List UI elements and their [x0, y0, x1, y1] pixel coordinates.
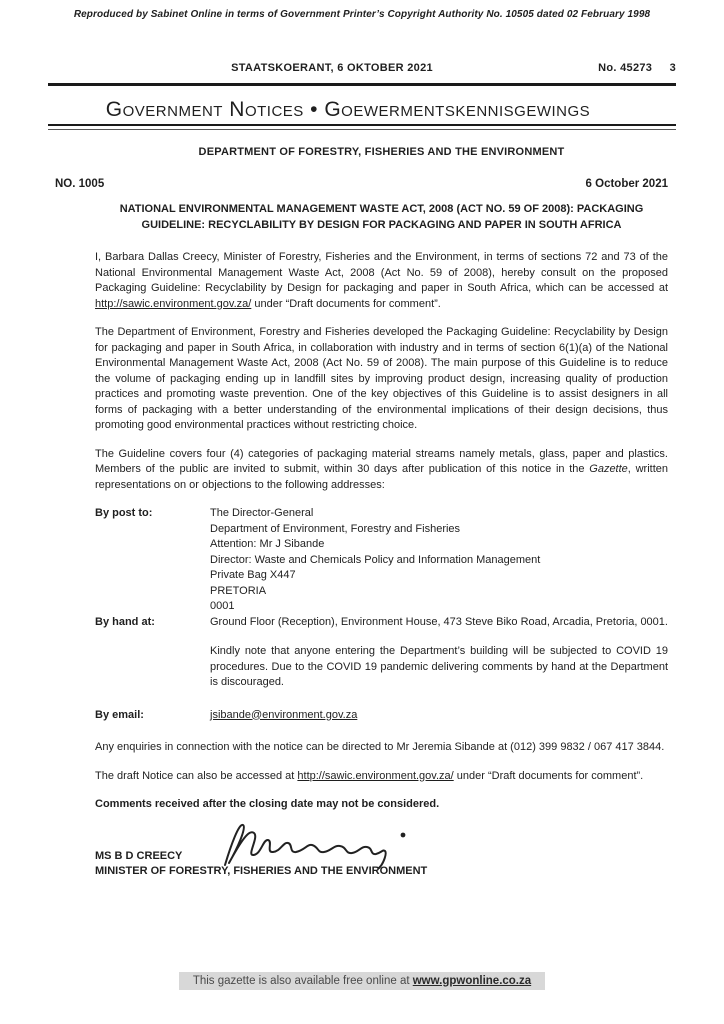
email-row — [95, 708, 668, 724]
copyright-notice: Reproduced by Sabinet Online in terms of Government Printer’s Copyright Authority No. 10505 dated 02 February 1998 — [73, 9, 651, 20]
post-address-line: Attention: Mr J Sibande — [210, 538, 325, 550]
draft-access-text: The draft Notice can also be accessed at — [95, 769, 298, 782]
comments-warning: Comments received after the closing date may not be considered. — [95, 798, 440, 810]
gazette-italic: Gazette — [589, 463, 628, 475]
journal-title: STAATSKOERANT, 6 OKTOBER 2021 — [231, 62, 433, 74]
notice-date: 6 October 2021 — [585, 178, 668, 190]
footer-gpwonline-link[interactable]: www.gpwonline.co.za — [412, 975, 532, 987]
categories-text-tail: , written representations on or objections to the following addresses: — [95, 463, 668, 491]
signatory-title: MINISTER OF FORESTRY, FISHERIES AND THE ENVIRONMENT — [95, 864, 428, 877]
post-address-line: 0001 — [210, 600, 235, 612]
paragraph-guideline-purpose: The Department of Environment, Forestry and Fisheries developed the Packaging Guideline: Recyclability by Design for packaging and paper in South Africa, in collaboration with industry and in terms of section 6(1)(a) of the National Environmental Management Waste Act, 2008 (Act No. 59 of 2008). The main purpose of this Guideline is to reduce the volume of packaging ending up in landfill sites by improving product design, increasing quality of production practices and promoting waste prevention. One of the key objectives of this Guideline is to assist designers in all forms of packaging with a better understanding of the environmental implications of their design decisions, thus promoting good environmental practices without restricting choice. — [95, 326, 668, 431]
signature-scribble — [213, 815, 423, 871]
page-footer — [0, 971, 724, 990]
paragraph-categories — [95, 447, 668, 494]
signatory-name: MS B D CREECY — [95, 849, 183, 862]
email-link[interactable]: jsibande@environment.gov.za — [210, 708, 358, 721]
notice-number: NO. 1005 — [55, 178, 105, 190]
notice-body — [55, 146, 668, 879]
sawic-link[interactable]: http://sawic.environment.gov.za/ — [95, 297, 252, 310]
issue-number: No. 45273 — [598, 62, 653, 74]
consultation-text-tail: under “Draft documents for comment”. — [251, 297, 441, 310]
footer-bar — [179, 972, 545, 990]
page-number: 3 — [669, 62, 676, 74]
masthead — [48, 62, 676, 78]
department-heading: DEPARTMENT OF FORESTRY, FISHERIES AND THE ENVIRONMENT — [198, 146, 565, 158]
header-rule — [48, 83, 676, 86]
notice-meta-row — [55, 178, 668, 190]
notice-title: NATIONAL ENVIRONMENTAL MANAGEMENT WASTE ACT, 2008 (ACT NO. 59 OF 2008): PACKAGING GUIDELINE: RECYCLABILITY BY DESIGN FOR PACKAGING AND PAPER IN SOUTH AFRICA — [119, 203, 644, 231]
signature-dot — [401, 832, 406, 837]
paragraph-draft-access — [95, 769, 668, 785]
post-address — [210, 506, 668, 615]
hand-address-row — [95, 615, 668, 631]
post-address-line: PRETORIA — [210, 584, 267, 597]
paragraph-enquiries: Any enquiries in connection with the notice can be directed to Mr Jeremia Sibande at (012) 399 9832 / 067 417 3844. — [95, 741, 665, 753]
post-address-line: Director: Waste and Chemicals Policy and Information Management — [210, 553, 541, 566]
categories-text: The Guideline covers four (4) categories of packaging material streams namely metals, glass, paper and plastics. Members of the public are invited to submit, within 30 days after publication of this notice in the — [95, 447, 668, 475]
paragraph-consultation — [95, 250, 668, 312]
footer-text: This gazette is also available free online at — [192, 975, 413, 987]
covid-note: Kindly note that anyone entering the Department’s building will be subjected to COVID 19 procedures. Due to the COVID 19 pandemic delivering comments by hand at the Department is discouraged. — [210, 645, 668, 688]
post-address-line: The Director-General — [210, 507, 314, 519]
draft-access-text-tail: under “Draft documents for comment”. — [453, 769, 644, 782]
post-label: By post to: — [95, 507, 153, 519]
email-label: By email: — [95, 708, 144, 721]
hand-label: By hand at: — [95, 615, 155, 628]
hand-address: Ground Floor (Reception), Environment House, 473 Steve Biko Road, Arcadia, Pretoria, 0001. — [210, 615, 668, 628]
post-address-row — [95, 506, 668, 615]
government-notices-heading: Government Notices • Goewermentskennisgewings — [105, 98, 591, 121]
address-block — [95, 506, 668, 630]
section-divider-rule — [48, 124, 676, 130]
post-address-line: Private Bag X447 — [210, 569, 296, 581]
consultation-text: I, Barbara Dallas Creecy, Minister of Forestry, Fisheries and the Environment, in terms of sections 72 and 73 of the National Environmental Management Waste Act, 2008 (Act No. 59 of 2008), hereby consult on the proposed Packaging Guideline: Recyclability by Design for packaging and paper in South Africa, which can be accessed at — [95, 251, 668, 294]
issue-info — [598, 62, 676, 74]
signature-area — [95, 815, 668, 865]
post-address-line: Department of Environment, Forestry and Fisheries — [210, 522, 461, 535]
draft-sawic-link[interactable]: http://sawic.environment.gov.za/ — [297, 769, 454, 782]
